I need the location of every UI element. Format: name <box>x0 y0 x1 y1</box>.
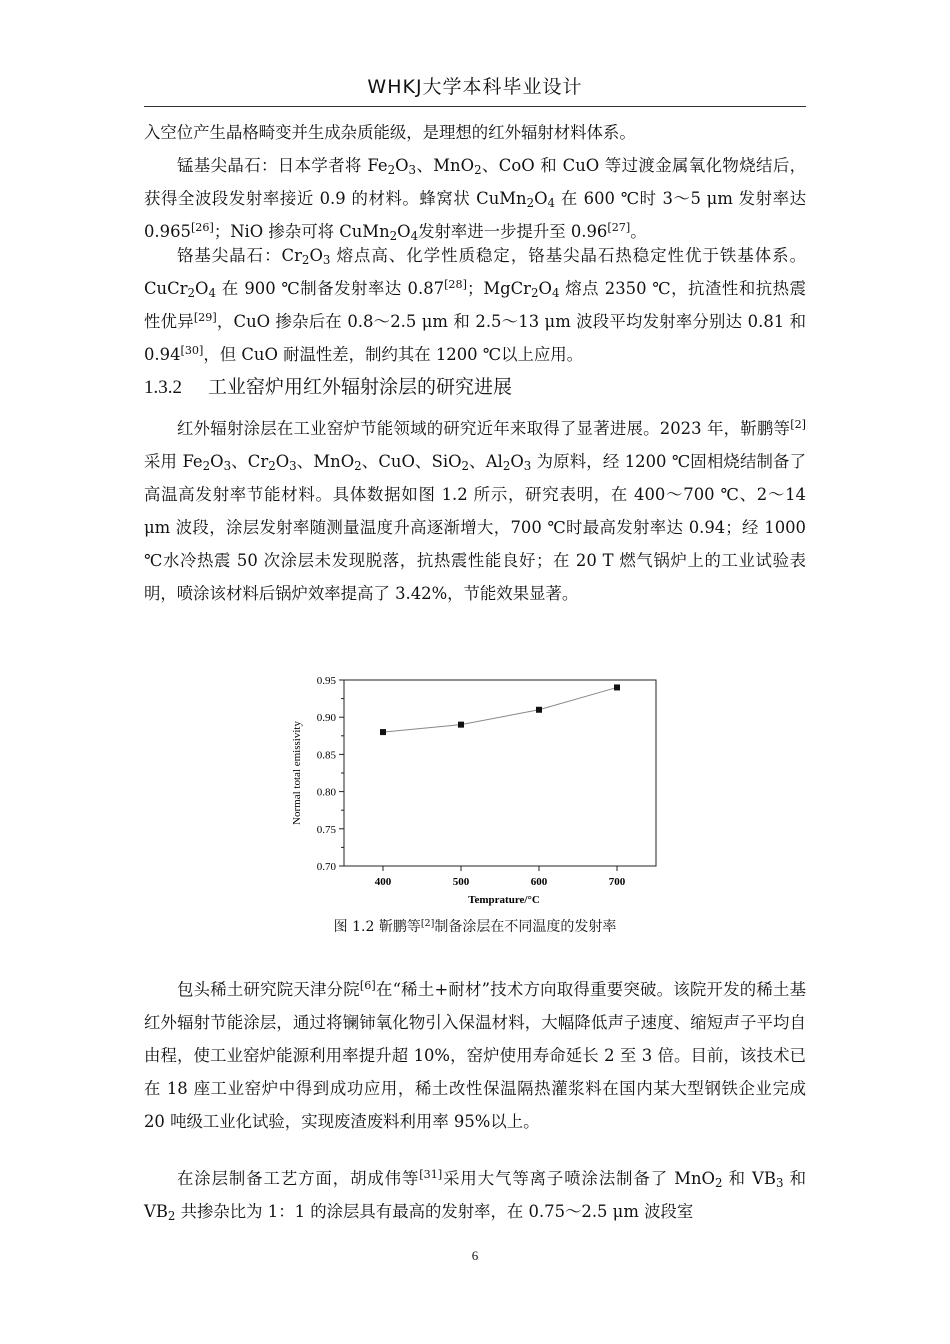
x-axis-label: Temprature/°C <box>468 894 540 906</box>
series-markers <box>380 684 620 735</box>
paragraph-1: 入空位产生晶格畸变并生成杂质能级，是理想的红外辐射材料体系。 <box>144 123 636 142</box>
citation: [31] <box>419 1167 443 1181</box>
emissivity-chart <box>286 668 666 908</box>
data-point <box>536 707 542 713</box>
chart-svg <box>286 668 666 908</box>
figure-caption: 图 1.2 靳鹏等[2]制备涂层在不同温度的发射率 <box>333 917 617 935</box>
y-tick-label: 0.95 <box>316 675 336 687</box>
citation: [26] <box>190 220 214 234</box>
paragraph-6: 在涂层制备工艺方面，胡成伟等[31]采用大气等离子喷涂法制备了 MnO$_2$ 和 $VB_3$ 和 $VB_2$ 共掺杂比为 1：1 的涂层具有最高的发射率，在 0.75～2.5 μm 波段室 <box>144 1167 806 1223</box>
y-axis-label: Normal total emissivity <box>291 721 303 825</box>
data-point <box>458 722 464 728</box>
paragraph-5: 包头稀土研究院天津分院[6]在“稀土+耐材”技术方向取得重要突破。该院开发的稀土基红外辐射节能涂层，通过将镧铈氧化物引入保温材料，大幅降低声子速度、缩短声子平均自由程，使工业窑炉能源利用率提升超 10%，窑炉使用寿命延长 2 至 3 倍。目前，该技术已在 18 座工业窑炉中得到成功应用，稀土改性保温隔热灌浆料在国内某大型钢铁企业完成 20 吨级工业化试验，实现废渣废料利用率 95%以上。 <box>144 978 806 1131</box>
series-line <box>383 687 617 732</box>
header-rule <box>144 106 806 107</box>
y-tick-label: 0.75 <box>316 823 336 836</box>
data-point <box>614 684 620 690</box>
page-header: WHKJ大学本科毕业设计 <box>367 76 583 98</box>
x-axis <box>375 866 626 888</box>
paragraph-2: 锰基尖晶石：日本学者将 $Fe_2O_3$、MnO$_2$、CoO 和 CuO 等过渡金属氧化物烧结后，获得全波段发射率接近 0.9 的材料。蜂窝状 $CuMn_2O_4$ 在 600 ℃时 3～5 μm 发射率达 0.965[26]；NiO 掺杂可将 $CuMn_2O_4$发射率进一步提升至 0.96[27]。 <box>144 156 807 243</box>
citation: [27] <box>607 220 631 234</box>
citation: [2] <box>790 417 806 431</box>
citation: [29] <box>193 310 217 324</box>
plot-frame <box>344 680 656 866</box>
y-tick-label: 0.85 <box>316 749 336 762</box>
y-tick-label: 0.90 <box>316 712 336 725</box>
x-tick-label: 400 <box>374 876 392 888</box>
section-heading <box>144 372 512 399</box>
page-number: 6 <box>471 1248 479 1263</box>
x-tick-label: 700 <box>608 876 626 888</box>
y-tick-label: 0.80 <box>316 786 336 799</box>
y-axis <box>317 675 344 873</box>
x-tick-label: 600 <box>530 876 548 888</box>
section-number: 1.3.2 <box>144 377 182 398</box>
citation: [2] <box>420 917 435 929</box>
data-point <box>380 729 386 735</box>
x-tick-label: 500 <box>452 876 470 888</box>
citation: [28] <box>444 277 467 291</box>
section-title: 工业窑炉用红外辐射涂层的研究进展 <box>208 376 513 398</box>
paragraph-3: 铬基尖晶石：$Cr_2O_3$ 熔点高、化学性质稳定，铬基尖晶石热稳定性优于铁基体系。$CuCr_2O_4$ 在 900 ℃制备发射率达 0.87[28]；$MgCr_2O_4$ 熔点 2350 ℃，抗渣性和抗热震性优异[29]，CuO 掺杂后在 0.8～2.5 μm 和 2.5～13 μm 波段平均发射率分别达 0.81 和 0.94[30]，但 CuO 耐温性差，制约其在 1200 ℃以上应用。 <box>144 246 806 364</box>
citation: [6] <box>359 978 376 992</box>
paragraph-4: 红外辐射涂层在工业窑炉节能领域的研究近年来取得了显著进展。2023 年，靳鹏等[2]采用 $Fe_2O_3$、$Cr_2O_3$、MnO$_2$、CuO、SiO$_2$、$Al_2O_3$ 为原料，经 1200 ℃固相烧结制备了高温高发射率节能材料。具体数据如图 1.2 所示，研究表明，在 400～700 ℃、2～14 μm 波段，涂层发射率随测量温度升高逐渐增大，700 ℃时最高发射率达 0.94；经 1000 ℃水冷热震 50 次涂层未发现脱落，抗热震性能良好；在 20 T 燃气锅炉上的工业试验表明，喷涂该材料后锅炉效率提高了 3.42%，节能效果显著。 <box>144 417 806 603</box>
citation: [30] <box>180 343 204 357</box>
y-tick-label: 0.70 <box>316 861 336 873</box>
